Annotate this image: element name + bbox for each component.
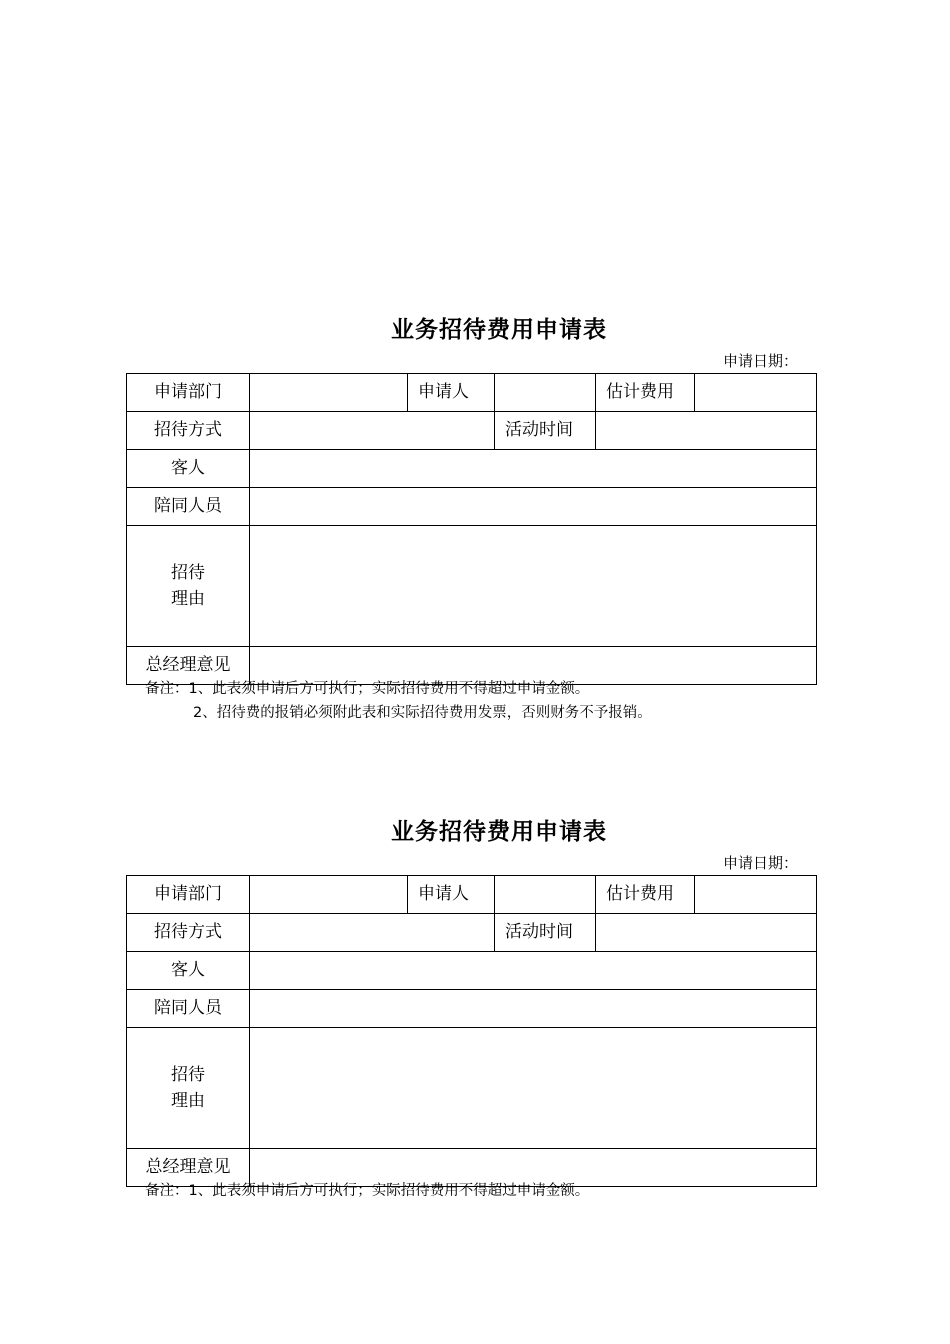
note-2: 2、招待费的报销必须附此表和实际招待费用发票，否则财务不予报销。 <box>193 705 652 721</box>
gm-opinion-label: 总经理意见 <box>127 1149 250 1187</box>
note-1: 备注：1、此表须申请后方可执行；实际招待费用不得超过申请金额。 <box>145 681 590 697</box>
reason-label <box>127 1028 250 1149</box>
accompany-field[interactable] <box>250 488 817 526</box>
application-date-label: 申请日期： <box>722 854 798 872</box>
reason-label-line2: 理由 <box>171 1091 205 1111</box>
department-field[interactable] <box>250 374 408 412</box>
activity-time-label: 活动时间 <box>495 412 596 450</box>
guest-field[interactable] <box>250 952 817 990</box>
applicant-field[interactable] <box>495 374 596 412</box>
applicant-label: 申请人 <box>408 876 495 914</box>
method-label: 招待方式 <box>127 914 250 952</box>
department-label: 申请部门 <box>127 374 250 412</box>
reason-label-line1: 招待 <box>171 1065 205 1085</box>
estimated-cost-field[interactable] <box>695 374 817 412</box>
guest-label: 客人 <box>127 450 250 488</box>
accompany-label: 陪同人员 <box>127 488 250 526</box>
estimated-cost-label: 估计费用 <box>596 876 695 914</box>
reason-field[interactable] <box>250 1028 817 1149</box>
estimated-cost-label: 估计费用 <box>596 374 695 412</box>
reason-label-line1: 招待 <box>171 563 205 583</box>
notes <box>145 1179 589 1203</box>
applicant-label: 申请人 <box>408 374 495 412</box>
form-title: 业务招待费用申请表 <box>391 819 607 845</box>
note-1: 备注：1、此表须申请后方可执行；实际招待费用不得超过申请金额。 <box>145 1183 590 1199</box>
application-table <box>126 875 817 1187</box>
method-field[interactable] <box>250 412 495 450</box>
reason-field[interactable] <box>250 526 817 647</box>
department-label: 申请部门 <box>127 876 250 914</box>
application-table <box>126 373 817 685</box>
method-label: 招待方式 <box>127 412 250 450</box>
accompany-field[interactable] <box>250 990 817 1028</box>
department-field[interactable] <box>250 876 408 914</box>
activity-time-field[interactable] <box>596 412 817 450</box>
guest-field[interactable] <box>250 450 817 488</box>
estimated-cost-field[interactable] <box>695 876 817 914</box>
gm-opinion-label: 总经理意见 <box>127 647 250 685</box>
accompany-label: 陪同人员 <box>127 990 250 1028</box>
reason-label <box>127 526 250 647</box>
application-date-label: 申请日期： <box>722 352 798 370</box>
activity-time-field[interactable] <box>596 914 817 952</box>
reason-label-line2: 理由 <box>171 589 205 609</box>
activity-time-label: 活动时间 <box>495 914 596 952</box>
form-title: 业务招待费用申请表 <box>391 317 607 343</box>
guest-label: 客人 <box>127 952 250 990</box>
notes <box>145 677 652 725</box>
method-field[interactable] <box>250 914 495 952</box>
applicant-field[interactable] <box>495 876 596 914</box>
